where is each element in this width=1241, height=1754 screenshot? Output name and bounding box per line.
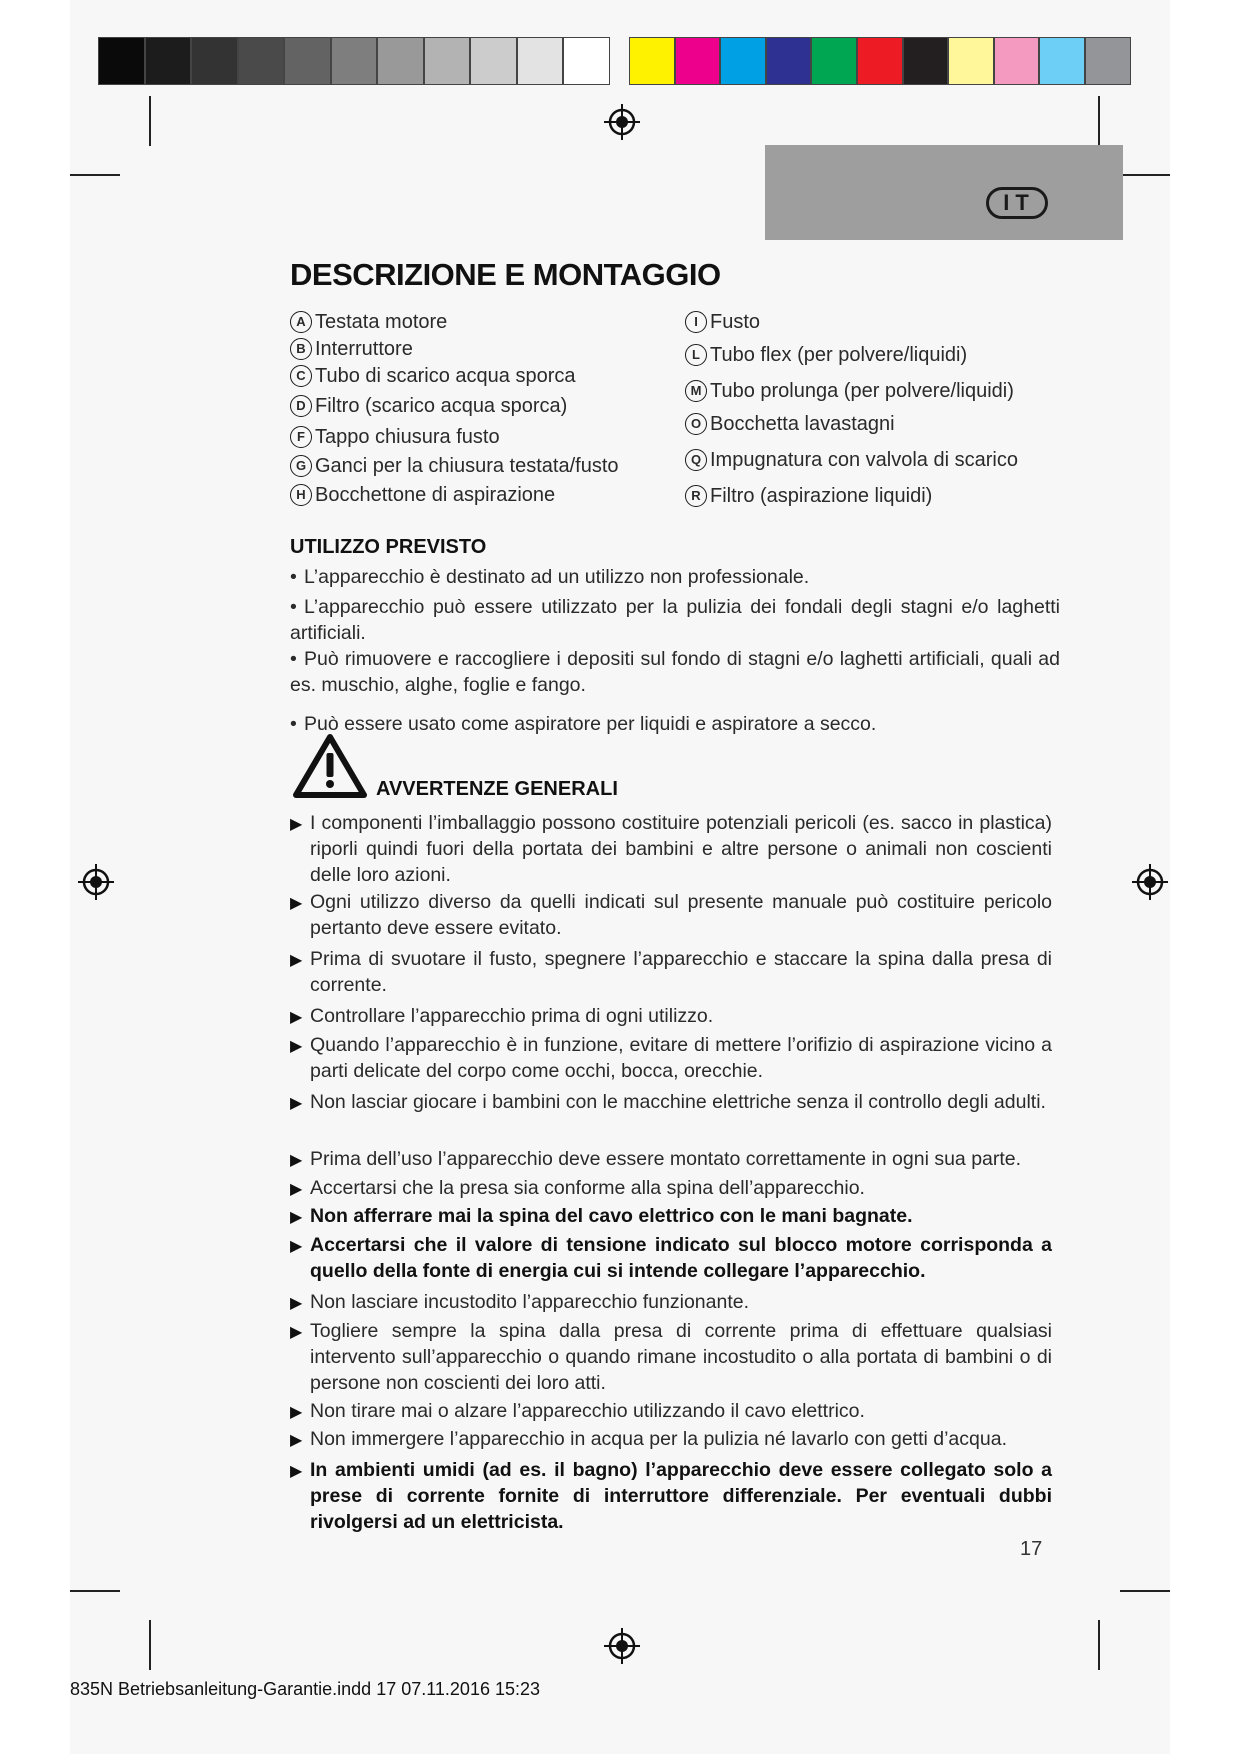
part-label: Tubo di scarico acqua sporca	[315, 365, 576, 387]
color-swatch	[766, 37, 812, 85]
crop-mark	[1120, 174, 1170, 176]
general-warnings-heading: AVVERTENZE GENERALI	[376, 778, 618, 800]
warning-text: I componenti l’imballaggio possono costituire potenziali pericoli (es. sacco in plastica) riporli quindi fuori della portata dei bambini e altre persone o animali non coscienti delle loro azioni.	[310, 812, 1052, 886]
warning-text: Non tirare mai o alzare l’apparecchio utilizzando il cavo elettrico.	[310, 1400, 865, 1422]
color-swatch	[1085, 37, 1131, 85]
color-swatch	[238, 37, 285, 85]
part-item	[685, 311, 760, 334]
part-letter-badge: M	[685, 380, 707, 402]
print-slug-footer: 835N Betriebsanleitung-Garantie.indd 17 07.11.2016 15:23	[70, 1679, 541, 1699]
crop-mark	[149, 96, 151, 146]
warning-text: In ambienti umidi (ad es. il bagno) l’apparecchio deve essere collegato solo a prese di corrente fornite di interruttore differenziale. Per eventuali dubbi rivolgersi ad un elettricista.	[310, 1459, 1052, 1533]
crop-mark	[70, 1590, 120, 1592]
intended-use-text: Può essere usato come aspiratore per liquidi e aspiratore a secco.	[304, 713, 877, 735]
color-swatch	[191, 37, 238, 85]
color-swatch	[470, 37, 517, 85]
warning-item	[290, 1289, 1052, 1315]
part-label: Impugnatura con valvola di scarico	[710, 449, 1018, 471]
arrow-bullet-icon: ▶	[290, 1152, 303, 1169]
arrow-bullet-icon: ▶	[290, 1432, 303, 1449]
language-tab	[765, 145, 1123, 240]
arrow-bullet-icon: ▶	[290, 895, 303, 912]
color-swatch	[145, 37, 192, 85]
part-letter-badge: C	[290, 365, 312, 387]
color-swatch	[98, 37, 145, 85]
bullet: •	[290, 713, 297, 735]
intended-use-item	[290, 564, 1060, 590]
part-item	[290, 365, 576, 388]
intended-use-text: Può rimuovere e raccogliere i depositi sul fondo di stagni e/o laghetti artificiali, quali ad es. muschio, alghe, foglie e fango.	[290, 648, 1060, 696]
color-swatch	[1039, 37, 1085, 85]
crop-mark	[70, 174, 120, 176]
color-swatch	[994, 37, 1040, 85]
arrow-bullet-icon: ▶	[290, 1404, 303, 1421]
color-swatch	[948, 37, 994, 85]
registration-mark-icon	[602, 1626, 642, 1666]
color-swatch	[331, 37, 378, 85]
part-letter-badge: L	[685, 344, 707, 366]
intended-use-text: L’apparecchio è destinato ad un utilizzo non professionale.	[304, 566, 810, 588]
part-label: Bocchettone di aspirazione	[315, 484, 556, 506]
warning-item	[290, 1203, 1052, 1229]
warning-text: Togliere sempre la spina dalla presa di corrente prima di effettuare qualsiasi intervento sull’apparecchio o quando rimane incostudito o alla portata di bambini o di persone non coscienti dei loro atti.	[310, 1320, 1052, 1394]
part-item	[685, 380, 1014, 403]
color-swatch	[284, 37, 331, 85]
part-letter-badge: D	[290, 395, 312, 417]
arrow-bullet-icon: ▶	[290, 1295, 303, 1312]
warning-item	[290, 889, 1052, 941]
bullet: •	[290, 648, 297, 670]
intended-use-item	[290, 594, 1060, 646]
arrow-bullet-icon: ▶	[290, 1324, 303, 1341]
warning-text: Non lasciare incustodito l’apparecchio funzionante.	[310, 1291, 750, 1313]
language-badge: IT	[986, 187, 1048, 219]
part-label: Interruttore	[315, 338, 413, 360]
part-item	[685, 344, 967, 367]
part-letter-badge: Q	[685, 449, 707, 471]
warning-item	[290, 946, 1052, 998]
arrow-bullet-icon: ▶	[290, 1209, 303, 1226]
part-item	[290, 426, 500, 449]
color-swatch	[424, 37, 471, 85]
crop-mark	[1098, 1620, 1100, 1670]
part-label: Filtro (scarico acqua sporca)	[315, 395, 568, 417]
page-number: 17	[1020, 1538, 1043, 1560]
part-item	[290, 395, 567, 418]
part-letter-badge: R	[685, 485, 707, 507]
grayscale-calibration-bar	[98, 37, 610, 85]
intended-use-item	[290, 646, 1060, 698]
part-item	[290, 338, 413, 361]
part-letter-badge: G	[290, 455, 312, 477]
warning-text: Accertarsi che il valore di tensione indicato sul blocco motore corrisponda a quello della fonte di energia cui si intende collegare l’apparecchio.	[310, 1234, 1052, 1282]
warning-text: Ogni utilizzo diverso da quelli indicati sul presente manuale può costituire pericolo pertanto deve essere evitato.	[310, 891, 1052, 939]
warning-item	[290, 1175, 1052, 1201]
crop-mark	[1120, 1590, 1170, 1592]
crop-mark	[149, 1620, 151, 1670]
color-swatch	[563, 37, 610, 85]
warning-text: Controllare l’apparecchio prima di ogni utilizzo.	[310, 1005, 714, 1027]
color-swatch	[377, 37, 424, 85]
part-item	[685, 413, 895, 436]
warning-item	[290, 1032, 1052, 1084]
part-item	[290, 455, 619, 478]
bullet: •	[290, 596, 297, 618]
registration-mark-icon	[602, 102, 642, 142]
warning-text: Accertarsi che la presa sia conforme alla spina dell’apparecchio.	[310, 1177, 865, 1199]
warning-item	[290, 1003, 1052, 1029]
crop-mark	[1098, 96, 1100, 146]
part-item	[685, 449, 1018, 472]
arrow-bullet-icon: ▶	[290, 1463, 303, 1480]
part-letter-badge: A	[290, 311, 312, 333]
color-swatch	[857, 37, 903, 85]
arrow-bullet-icon: ▶	[290, 816, 303, 833]
part-letter-badge: B	[290, 338, 312, 360]
warning-item	[290, 1318, 1052, 1396]
part-letter-badge: I	[685, 311, 707, 333]
page-title: DESCRIZIONE E MONTAGGIO	[290, 257, 721, 292]
part-letter-badge: H	[290, 484, 312, 506]
warning-item	[290, 1426, 1052, 1452]
part-item	[685, 485, 932, 508]
arrow-bullet-icon: ▶	[290, 1038, 303, 1055]
color-swatch	[720, 37, 766, 85]
warning-item	[290, 1232, 1052, 1284]
part-item	[290, 311, 447, 334]
part-letter-badge: O	[685, 413, 707, 435]
warning-text: Quando l’apparecchio è in funzione, evitare di mettere l’orifizio di aspirazione vicino a parti delicate del corpo come occhi, bocca, orecchie.	[310, 1034, 1052, 1082]
warning-text: Prima dell’uso l’apparecchio deve essere montato correttamente in ogni sua parte.	[310, 1148, 1022, 1170]
color-calibration-bar	[629, 37, 1131, 85]
part-label: Fusto	[710, 311, 761, 333]
arrow-bullet-icon: ▶	[290, 1181, 303, 1198]
warning-text: Non lasciar giocare i bambini con le macchine elettriche senza il controllo degli adulti.	[310, 1091, 1046, 1113]
registration-mark-icon	[1130, 862, 1170, 902]
color-swatch	[675, 37, 721, 85]
warning-item	[290, 1398, 1052, 1424]
color-swatch	[811, 37, 857, 85]
arrow-bullet-icon: ▶	[290, 1009, 303, 1026]
warning-text: Non immergere l’apparecchio in acqua per la pulizia né lavarlo con getti d’acqua.	[310, 1428, 1007, 1450]
warning-item	[290, 1457, 1052, 1535]
color-swatch	[629, 37, 675, 85]
part-label: Tubo prolunga (per polvere/liquidi)	[710, 380, 1014, 402]
registration-mark-icon	[76, 862, 116, 902]
color-swatch	[517, 37, 564, 85]
part-label: Testata motore	[315, 311, 448, 333]
part-label: Filtro (aspirazione liquidi)	[710, 485, 933, 507]
part-label: Tappo chiusura fusto	[315, 426, 500, 448]
bullet: •	[290, 566, 297, 588]
warning-item	[290, 1089, 1052, 1115]
warning-text: Prima di svuotare il fusto, spegnere l’apparecchio e staccare la spina dalla presa di corrente.	[310, 948, 1052, 996]
part-item	[290, 484, 555, 507]
arrow-bullet-icon: ▶	[290, 952, 303, 969]
part-label: Tubo flex (per polvere/liquidi)	[710, 344, 968, 366]
part-letter-badge: F	[290, 426, 312, 448]
arrow-bullet-icon: ▶	[290, 1095, 303, 1112]
warning-text: Non afferrare mai la spina del cavo elettrico con le mani bagnate.	[310, 1205, 913, 1227]
part-label: Bocchetta lavastagni	[710, 413, 895, 435]
color-swatch	[903, 37, 949, 85]
intended-use-item	[290, 711, 1060, 737]
warning-item	[290, 810, 1052, 888]
part-label: Ganci per la chiusura testata/fusto	[315, 455, 619, 477]
warning-triangle-icon	[293, 733, 367, 799]
intended-use-heading: UTILIZZO PREVISTO	[290, 536, 487, 558]
arrow-bullet-icon: ▶	[290, 1238, 303, 1255]
warning-item	[290, 1146, 1052, 1172]
intended-use-text: L’apparecchio può essere utilizzato per la pulizia dei fondali degli stagni e/o laghetti artificiali.	[290, 596, 1060, 644]
